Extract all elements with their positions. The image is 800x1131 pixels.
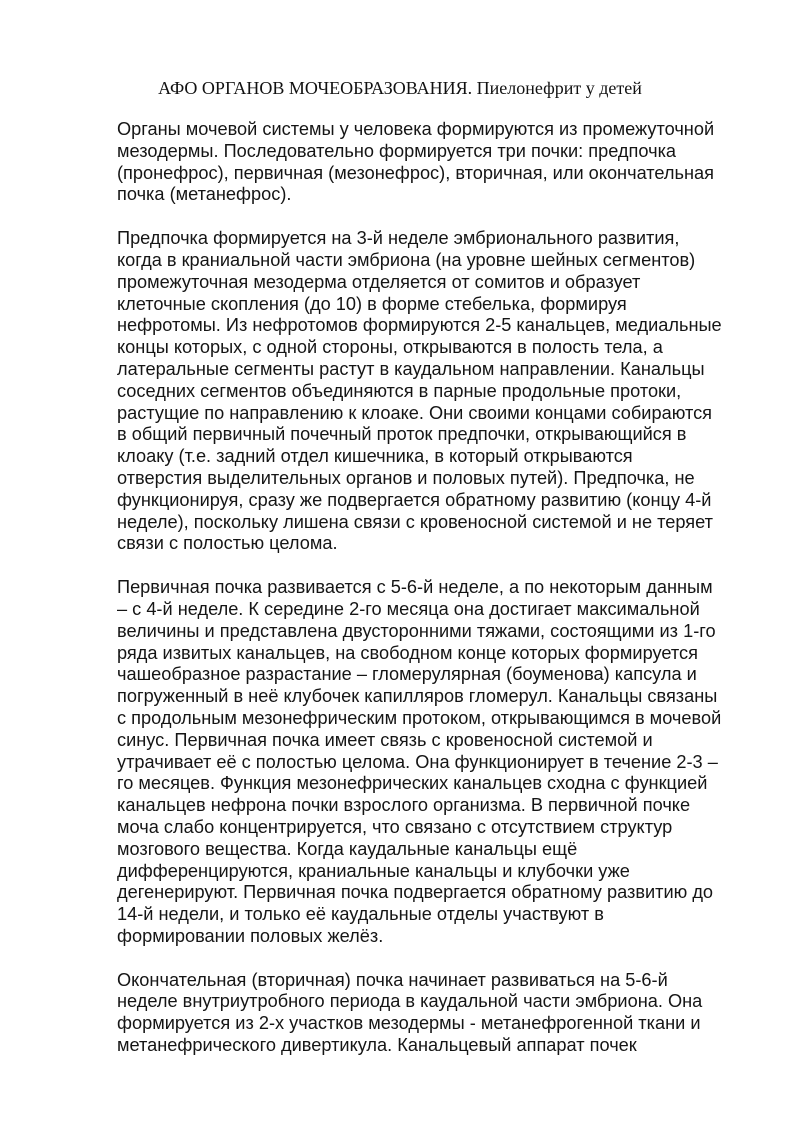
document-title: АФО ОРГАНОВ МОЧЕОБРАЗОВАНИЯ. Пиелонефрит у детей (158, 78, 642, 98)
paragraph-pronephros: Предпочка формируется на 3-й неделе эмбрионального развития, когда в краниальной части эмбриона (на уровне шейных сегментов) промежуточная мезодерма отделяется от сомитов и образует клеточные скопления (до 10) в форме стебелька, формируя нефротомы. Из нефротомов формируются 2-5 канальцев, медиальные концы которых, с одной стороны, открываются в полость тела, а латеральные сегменты растут в каудальном направлении. Канальцы соседних сегментов объединяются в парные продольные протоки, растущие по направлению к клоаке. Они своими концами собираются в общий первичный почечный проток предпочки, открывающийся в клоаку (т.е. задний отдел кишечника, в который открываются отверстия выделительных органов и половых путей). Предпочка, не функционируя, сразу же подвергается обратному развитию (концу 4-й неделе), поскольку лишена связи с кровеносной системой и не теряет связи с полостью целома. (117, 228, 722, 554)
paragraph-origin-of-urinary-organs: Органы мочевой системы у человека формируются из промежуточной мезодермы. Последовательно формируется три почки: предпочка (пронефрос), первичная (мезонефрос), вторичная, или окончательная почка (метанефрос). (117, 119, 715, 205)
paragraph-mesonephros: Первичная почка развивается с 5-6-й неделе, а по некоторым данным – с 4-й неделе. К середине 2-го месяца она достигает максимальной величины и представлена двусторонними тяжами, состоящими из 1-го ряда извитых канальцев, на свободном конце которых формируется чашеобразное разрастание – гломерулярная (боуменова) капсула и погруженный в неё клубочек капилляров гломерул. Канальцы связаны с продольным мезонефрическим протоком, открывающимся в мочевой синус. Первичная почка имеет связь с кровеносной системой и утрачивает её с полостью целома. Она функционирует в течение 2-3 – го месяцев. Функция мезонефрических канальцев сходна с функцией канальцев нефрона почки взрослого организма. В первичной почке моча слабо концентрируется, что связано с отсутствием структур мозгового вещества. Когда каудальные канальцы ещё дифференцируются, краниальные канальцы и клубочки уже дегенерируют. Первичная почка подвергается обратному развитию до 14-й недели, и только её каудальные отделы участвуют в формировании половых желёз. (117, 577, 722, 946)
paragraph-metanephros: Окончательная (вторичная) почка начинает развиваться на 5-6-й неделе внутриутробного периода в каудальной части эмбриона. Она формируется из 2-х участков мезодермы - метанефрогенной ткани и метанефрического дивертикула. Канальцевый аппарат почек (117, 969, 703, 1056)
document-body (117, 119, 749, 1079)
